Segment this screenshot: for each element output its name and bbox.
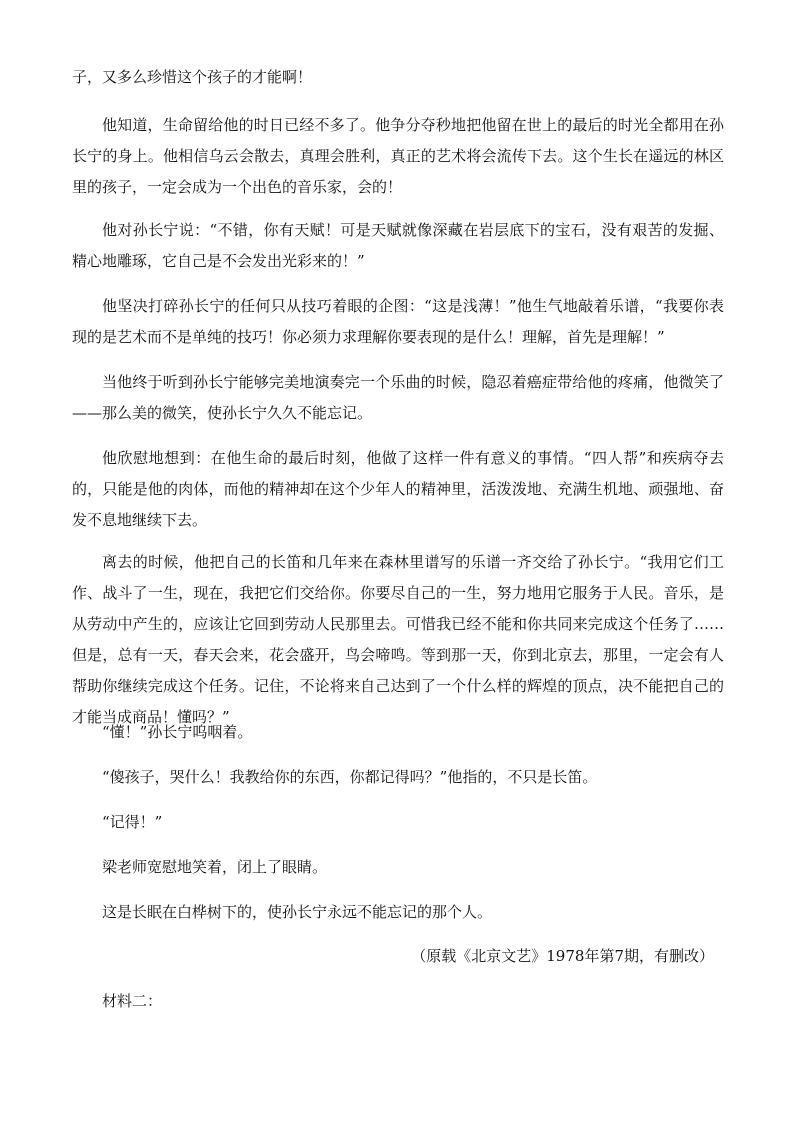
paragraph-1: 子，又多么珍惜这个孩子的才能啊！	[72, 68, 313, 86]
paragraph-5: 当他终于听到孙长宁能够完美地演奏完一个乐曲的时候，隐忍着癌症带给他的疼痛，他微笑了——那么美的微笑，使孙长宁久久不能忘记。	[72, 373, 724, 422]
paragraph-6: 他欣慰地想到：在他生命的最后时刻，他做了这样一件有意义的事情。“四人帮”和疾病夺去的，只能是他的肉体，而他的精神却在这个少年人的精神里，活泼泼地、充满生机地、顽强地、奋发不息地继续下去。	[72, 449, 724, 529]
paragraph-3: 他对孙长宁说：“不错，你有天赋！可是天赋就像深藏在岩层底下的宝石，没有艰苦的发掘、精心地雕琢，它自己是不会发出光彩来的！”	[72, 221, 724, 270]
dialogue-line-3: “记得！”	[102, 813, 163, 831]
narration-line-2: 这是长眠在白桦树下的，使孙长宁永远不能忘记的那个人。	[102, 903, 493, 921]
dialogue-line-2: “傻孩子，哭什么！我教给你的东西，你都记得吗？”他指的，不只是长笛。	[102, 768, 598, 786]
material-label: 材料二：	[102, 992, 163, 1010]
paragraph-2: 他知道，生命留给他的时日已经不多了。他争分夺秒地把他留在世上的最后的时光全都用在孙长宁的身上。他相信乌云会散去，真理会胜利，真正的艺术将会流传下去。这个生长在遥远的林区里的孩子，一定会成为一个出色的音乐家，会的！	[72, 116, 724, 196]
paragraph-4: 他坚决打碎孙长宁的任何只从技巧着眼的企图：“这是浅薄！”他生气地敲着乐谱，“我要你表现的是艺术而不是单纯的技巧！你必须力求理解你要表现的是什么！理解，首先是理解！”	[72, 297, 724, 346]
dialogue-line-1: “懂！”孙长宁呜咽着。	[102, 723, 253, 741]
source-note: （原载《北京文艺》1978年第7期，有删改）	[411, 947, 714, 965]
paragraph-7: 离去的时候，他把自己的长笛和几年来在森林里谱写的乐谱一齐交给了孙长宁。“我用它们工作、战斗了一生，现在，我把它们交给你。你要尽自己的一生，努力地用它服务于人民。音乐，是从劳动中产生的，应该让它回到劳动人民那里去。可惜我已经不能和你共同来完成这个任务了……但是，总有一天，春天会来，花会盛开，鸟会啼鸣。等到那一天，你到北京去，那里，一定会有人帮助你继续完成这个任务。记住，不论将来自己达到了一个什么样的辉煌的顶点，决不能把自己的才能当成商品！懂吗？”	[72, 553, 724, 726]
narration-line-1: 梁老师宽慰地笑着，闭上了眼睛。	[102, 858, 328, 876]
